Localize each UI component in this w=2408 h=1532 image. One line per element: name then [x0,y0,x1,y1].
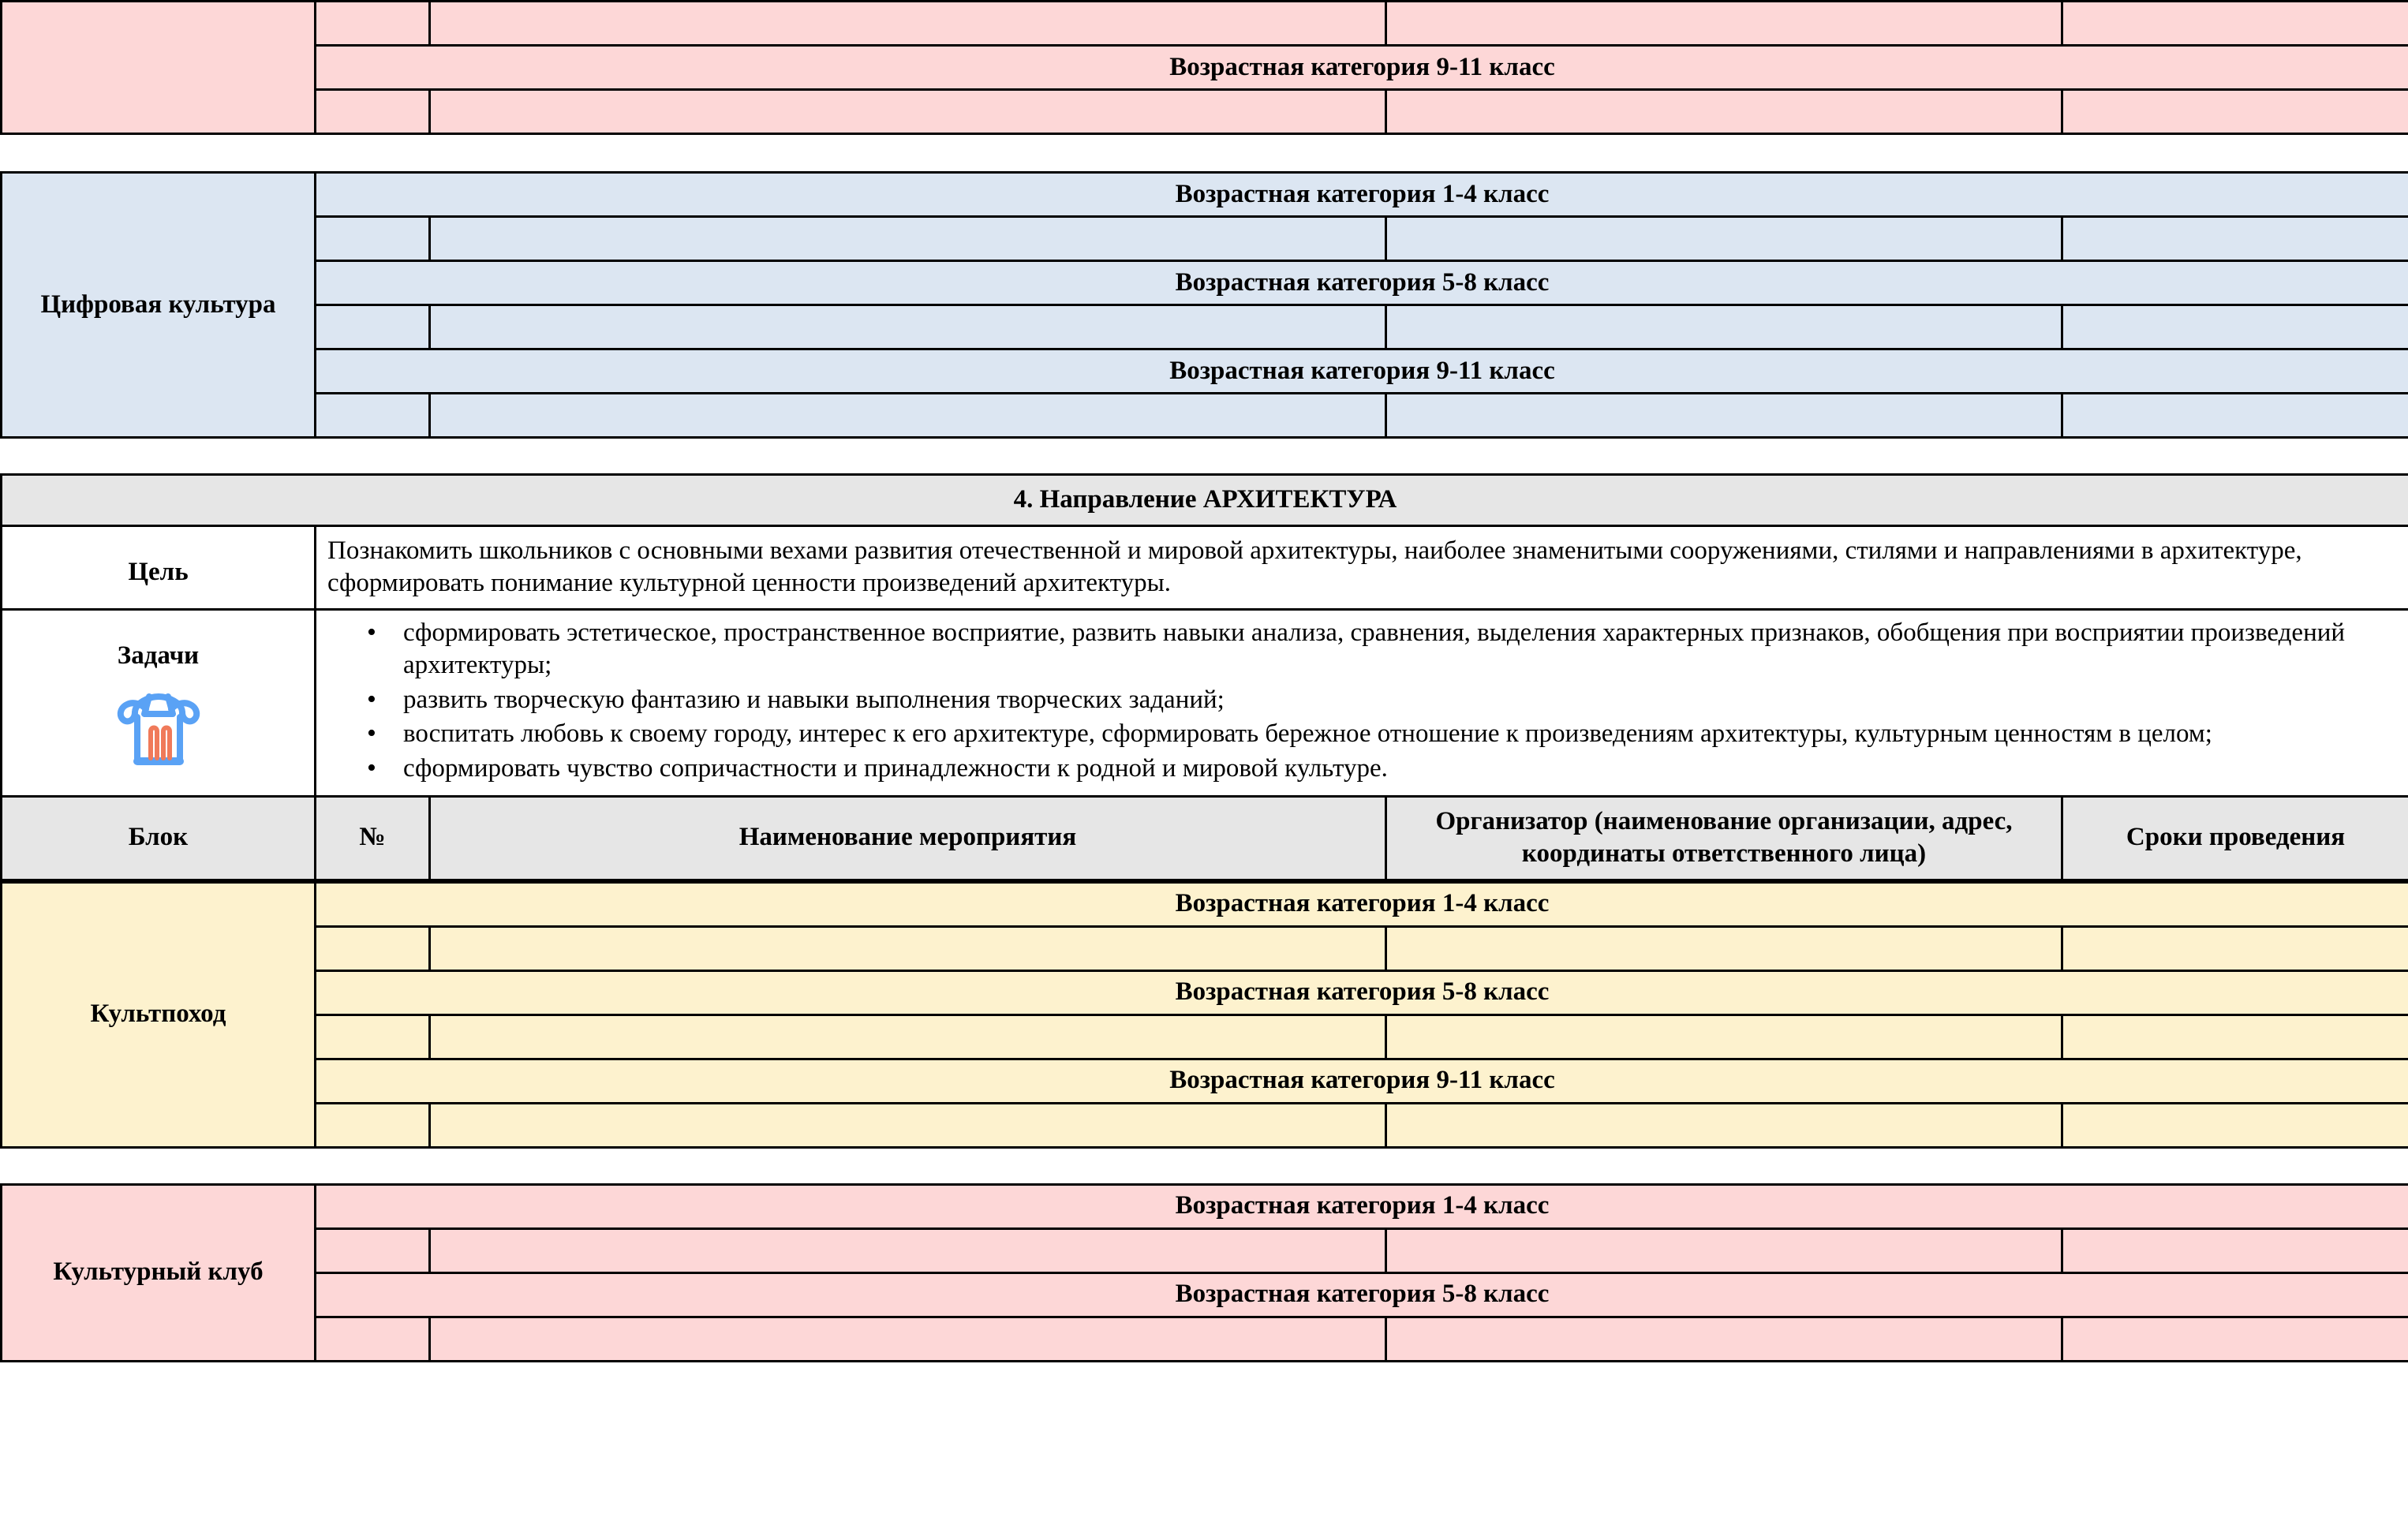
cell-event-name[interactable] [430,394,1386,438]
tasks-label: Задачи [117,641,200,671]
cell-number[interactable] [316,1228,430,1272]
table-row [2,1317,2408,1361]
age-category-label: Возрастная категория 9-11 класс [316,1059,2408,1103]
age-category-label: Возрастная категория 1-4 класс [316,1184,2408,1228]
list-item: • сформировать чувство сопричастности и принадлежности к родной и мировой культуре. [403,753,2397,786]
table-row [2,2,2408,46]
cell-dates[interactable] [2062,90,2408,134]
age-category-row [2,46,2408,90]
cell-dates[interactable] [2062,394,2408,438]
list-item: • сформировать эстетическое, пространственное восприятие, развить навыки анализа, сравнения, выделения характерных признаков, обобщения при восприятии произведений архитектуры; [403,617,2397,682]
cell-event-name[interactable] [430,90,1386,134]
cell-number[interactable] [316,926,430,970]
age-category-label: Возрастная категория 5-8 класс [316,970,2408,1014]
ionic-column-icon [10,673,306,777]
goal-row [2,525,2408,609]
age-category-label: Возрастная категория 5-8 класс [316,261,2408,305]
age-category-label: Возрастная категория 9-11 класс [316,46,2408,90]
cell-event-name[interactable] [430,217,1386,261]
table-row [2,90,2408,134]
list-item: • воспитать любовь к своему городу, интерес к его архитектуре, сформировать бережное отношение к произведениям архитектуры, культурным ценностям в целом; [403,718,2397,751]
tasks-label-cell [2,609,316,796]
table-row [2,1014,2408,1059]
cell-event-name[interactable] [430,926,1386,970]
cell-event-name[interactable] [430,305,1386,349]
cell-dates[interactable] [2062,305,2408,349]
age-category-row [2,1059,2408,1103]
age-category-row [2,1272,2408,1317]
column-header-block: Блок [2,796,316,880]
digital-culture-block-table [0,171,2408,439]
tasks-list [327,617,2397,786]
cell-organizer[interactable] [1386,394,2062,438]
age-category-label: Возрастная категория 5-8 класс [316,1272,2408,1317]
cell-organizer[interactable] [1386,305,2062,349]
cell-event-name[interactable] [430,1317,1386,1361]
cell-organizer[interactable] [1386,1228,2062,1272]
cell-event-name[interactable] [430,1103,1386,1147]
age-category-label: Возрастная категория 9-11 класс [316,349,2408,394]
cell-organizer[interactable] [1386,1103,2062,1147]
age-category-row [2,1184,2408,1228]
section-title-row [2,475,2408,526]
age-category-row [2,261,2408,305]
section-title: 4. Направление АРХИТЕКТУРА [2,475,2408,526]
architecture-section-table [0,473,2408,881]
column-header-number: № [316,796,430,880]
cell-number[interactable] [316,1014,430,1059]
block-label-kulturny-klub: Культурный клуб [2,1184,316,1361]
block-label-digital-culture: Цифровая культура [2,173,316,438]
table-row [2,1228,2408,1272]
table-row [2,926,2408,970]
table-header-row [2,796,2408,880]
cell-event-name[interactable] [430,2,1386,46]
cell-dates[interactable] [2062,2,2408,46]
table-row [2,305,2408,349]
cell-number[interactable] [316,305,430,349]
section-gap-spacer [0,439,2408,473]
cell-number[interactable] [316,90,430,134]
age-category-row [2,349,2408,394]
age-category-label: Возрастная категория 1-4 класс [316,882,2408,926]
list-item: • развить творческую фантазию и навыки выполнения творческих заданий; [403,684,2397,717]
tasks-list-cell [316,609,2408,796]
age-category-row [2,970,2408,1014]
cell-event-name[interactable] [430,1228,1386,1272]
cell-dates[interactable] [2062,926,2408,970]
kulturny-klub-block-table [0,1183,2408,1362]
cell-dates[interactable] [2062,1103,2408,1147]
table-row [2,217,2408,261]
column-header-dates: Сроки проведения [2062,796,2408,880]
table-row [2,1103,2408,1147]
cell-number[interactable] [316,394,430,438]
top-pink-block-table [0,0,2408,135]
table-row [2,394,2408,438]
block-gap-spacer [0,1149,2408,1183]
block-gap-spacer [0,135,2408,171]
cell-dates[interactable] [2062,217,2408,261]
cell-event-name[interactable] [430,1014,1386,1059]
block-label-kultpohod: Культпоход [2,882,316,1147]
block-label-cell [2,2,316,134]
goal-label: Цель [2,525,316,609]
cell-dates[interactable] [2062,1317,2408,1361]
cell-dates[interactable] [2062,1014,2408,1059]
cell-organizer[interactable] [1386,926,2062,970]
age-category-label: Возрастная категория 1-4 класс [316,173,2408,217]
cell-number[interactable] [316,1103,430,1147]
kultpohod-block-table [0,881,2408,1149]
cell-dates[interactable] [2062,1228,2408,1272]
age-category-row [2,882,2408,926]
cell-number[interactable] [316,217,430,261]
cell-organizer[interactable] [1386,217,2062,261]
cell-number[interactable] [316,2,430,46]
goal-text: Познакомить школьников с основными вехами развития отечественной и мировой архитектуры, наиболее знаменитыми сооружениями, стилями и направлениями в архитектуре, сформировать понимание культурной ценности произведений архитектуры. [316,525,2408,609]
cell-organizer[interactable] [1386,1317,2062,1361]
tasks-row [2,609,2408,796]
column-header-event-name: Наименование мероприятия [430,796,1386,880]
cell-organizer[interactable] [1386,2,2062,46]
age-category-row [2,173,2408,217]
cell-organizer[interactable] [1386,1014,2062,1059]
column-header-organizer: Организатор (наименование организации, адрес, координаты ответственного лица) [1386,796,2062,880]
cell-number[interactable] [316,1317,430,1361]
cell-organizer[interactable] [1386,90,2062,134]
